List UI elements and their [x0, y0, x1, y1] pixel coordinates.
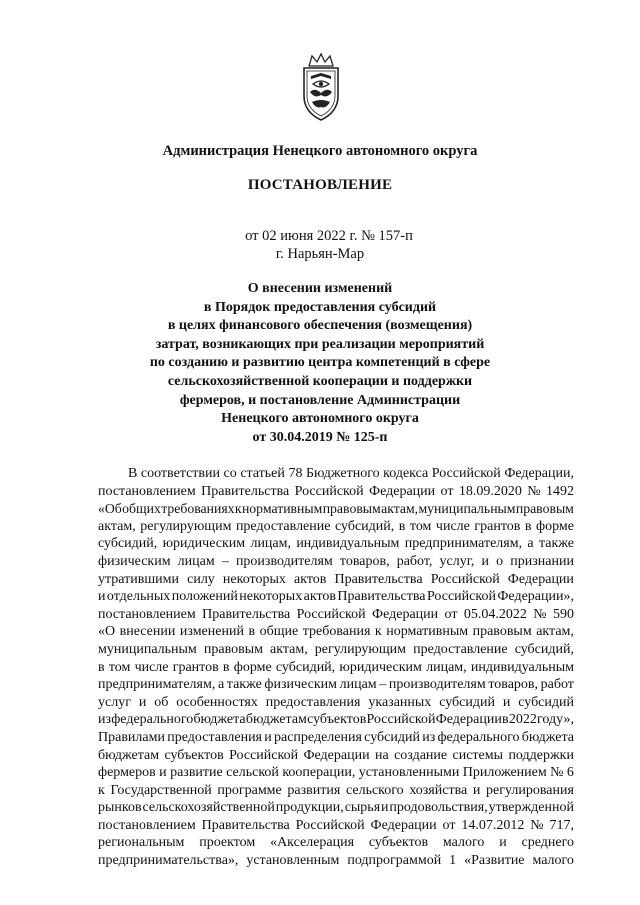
body-word: субсидий — [439, 694, 495, 710]
body-word: юридическим — [339, 659, 422, 675]
title-line: Ненецкого автономного округа — [221, 411, 419, 427]
body-word: Правительства — [202, 606, 291, 622]
body-word: актам, — [270, 641, 308, 657]
body-word: требования — [302, 624, 371, 640]
body-word: малого — [442, 835, 485, 851]
nao-coat-of-arms-icon — [300, 52, 342, 124]
body-line — [98, 694, 574, 712]
body-line — [98, 641, 574, 659]
body-word: актам, — [98, 518, 136, 534]
body-word: регулирования — [486, 782, 574, 798]
body-word: сельской — [226, 765, 279, 781]
body-word: силу — [187, 571, 215, 587]
body-word: 2022 — [508, 712, 537, 728]
body-word: правовым — [472, 624, 532, 640]
body-word: об — [154, 694, 169, 710]
body-line — [98, 747, 574, 765]
body-word: Правилами — [98, 729, 165, 745]
body-word: внесении — [119, 624, 176, 640]
body-word: товаров, — [488, 677, 539, 693]
body-word: общих — [122, 501, 161, 517]
body-word: установленным — [246, 853, 340, 869]
body-word: лицам — [177, 553, 215, 569]
body-word: грантов — [474, 518, 521, 534]
body-word: Российской — [431, 466, 501, 481]
body-word: сырья — [344, 800, 381, 816]
body-word: физическим — [98, 553, 171, 569]
body-line — [98, 606, 574, 624]
body-word: – — [221, 553, 229, 569]
body-word: правовым — [322, 501, 381, 517]
body-word: и — [499, 835, 507, 851]
body-word: предоставления — [167, 729, 262, 745]
body-word: проектом — [199, 835, 256, 851]
body-word: актов — [303, 589, 336, 605]
body-word: также — [538, 536, 574, 552]
body-word: некоторых — [222, 571, 286, 587]
body-word: а — [527, 536, 534, 552]
body-word: субсидий, — [514, 641, 574, 657]
body-word: № — [550, 765, 564, 781]
body-word: и — [472, 782, 481, 798]
body-word: Федерации, — [504, 466, 574, 481]
body-word: 6 — [566, 765, 574, 781]
body-line — [98, 782, 574, 800]
body-word: а — [217, 677, 225, 693]
body-word: лицам, — [250, 536, 291, 552]
body-word: из — [98, 712, 112, 728]
body-word: изменений — [179, 624, 244, 640]
body-word: в — [222, 659, 230, 675]
body-word: бюджета — [193, 712, 246, 728]
body-word: № — [527, 483, 541, 499]
body-word: предоставление — [235, 518, 331, 534]
body-word: 590 — [553, 606, 574, 622]
body-word: признании — [510, 553, 574, 569]
body-word: числе — [435, 518, 470, 534]
body-word: кооперации, — [282, 765, 356, 781]
document-body — [98, 465, 574, 870]
body-word: Приложением — [462, 765, 547, 781]
body-word: развитие — [170, 765, 223, 781]
body-word: к — [98, 782, 105, 798]
body-word: и — [264, 729, 272, 745]
body-word: к — [374, 624, 382, 640]
body-line — [98, 676, 574, 694]
body-word: Правительства — [201, 483, 290, 499]
body-word: актам, — [536, 624, 574, 640]
body-word: – — [379, 677, 387, 693]
body-line — [98, 553, 574, 571]
title-line: затрат, возникающих при реализации мероприятий — [155, 336, 485, 352]
body-word: бюджета — [521, 729, 574, 745]
body-word: субсидий — [364, 729, 420, 745]
body-word: Российской — [430, 571, 500, 587]
body-word: товаров, — [339, 553, 390, 569]
body-word: на — [374, 747, 389, 763]
body-word: субсидий, — [275, 659, 336, 675]
body-word: предоставление — [413, 641, 508, 657]
body-line — [98, 535, 574, 553]
body-word: «Акселерация — [270, 835, 355, 851]
body-line — [98, 571, 574, 589]
body-word: и — [159, 765, 167, 781]
body-word: также — [226, 677, 262, 693]
body-word: Федерации — [507, 571, 574, 587]
organization-name: Администрация Ненецкого автономного округа — [162, 143, 478, 159]
body-word: со — [223, 466, 237, 481]
body-word: среднего — [521, 835, 574, 851]
body-word: субсидий — [518, 694, 574, 710]
body-word: сельского — [345, 782, 404, 798]
body-word: физическим — [264, 677, 337, 693]
body-line — [98, 817, 574, 835]
body-word: Федерации — [303, 747, 370, 763]
body-word: муниципальным — [98, 641, 197, 657]
body-word: предпринимателям, — [98, 677, 216, 693]
title-line: О внесении изменений — [247, 281, 393, 296]
body-word: от — [440, 483, 454, 499]
body-word: федерального — [437, 729, 520, 745]
body-word: кодекса — [383, 466, 429, 481]
body-word: Российской — [366, 712, 436, 728]
body-word: распределения — [274, 729, 362, 745]
body-word: отдельных — [106, 589, 171, 605]
title-line: в Порядок предоставления субсидий — [203, 299, 437, 315]
body-word: поддержки — [508, 747, 574, 763]
body-word: числе — [134, 659, 169, 675]
body-word: и — [98, 589, 106, 605]
body-word: 18.09.2020 — [458, 483, 522, 499]
body-word: общие — [259, 624, 299, 640]
body-word: индивидуальным — [296, 536, 400, 552]
body-word: предпринимателям, — [404, 536, 523, 552]
body-word: правовым — [515, 501, 574, 517]
body-word: Федерации — [369, 483, 436, 499]
body-word: подпрограммой — [347, 853, 442, 869]
body-word: нормативным — [386, 624, 469, 640]
body-word: работ — [540, 677, 574, 693]
body-word: 78 — [288, 466, 303, 481]
body-word: индивидуальным — [470, 659, 574, 675]
body-word: установленными — [358, 765, 460, 781]
body-line — [98, 500, 574, 518]
document-date-number: от 02 июня 2022 г. № 157-п — [245, 228, 413, 244]
body-word: услуг, — [439, 553, 475, 569]
body-word: от — [442, 817, 456, 833]
body-word: субъектов — [307, 712, 367, 728]
body-word: актов — [293, 571, 327, 587]
body-word: году», — [537, 712, 574, 728]
body-word: субъектов — [164, 747, 224, 763]
body-word: рынков — [98, 800, 142, 816]
body-word: Федерации — [435, 712, 502, 728]
body-word: статьей — [240, 466, 285, 481]
body-line — [98, 834, 574, 852]
body-word: предоставления — [265, 694, 361, 710]
body-line — [98, 729, 574, 747]
body-line — [98, 711, 574, 729]
body-word: в — [524, 518, 532, 534]
body-word: малого — [532, 853, 574, 869]
body-word: постановлением — [98, 817, 196, 833]
body-word: из — [422, 729, 436, 745]
body-word: постановлением — [98, 483, 196, 499]
title-line: сельскохозяйственной кооперации и поддержки — [167, 373, 473, 389]
body-word: Правительства — [337, 589, 426, 605]
body-word: к — [234, 501, 242, 517]
body-word: том — [108, 659, 131, 675]
body-line — [98, 623, 574, 641]
body-word: регулирующим — [140, 518, 232, 534]
body-word: Государственной — [110, 782, 212, 798]
body-word: работ, — [396, 553, 433, 569]
title-line: по созданию и развитию центра компетенций в сфере — [149, 355, 491, 371]
body-word: и — [481, 553, 490, 569]
body-word: лицам, — [426, 659, 467, 675]
body-word: Российской — [294, 483, 364, 499]
body-word: бюджетам — [98, 747, 160, 763]
body-word: развития — [287, 782, 341, 798]
body-word: создание — [394, 747, 448, 763]
body-word: № — [530, 817, 544, 833]
body-word: Федерации — [370, 817, 437, 833]
title-line: от 30.04.2019 № 125-п — [252, 429, 388, 445]
body-word: форме — [536, 518, 574, 534]
body-word: и — [138, 694, 147, 710]
body-word: предпринимательства», — [98, 853, 239, 869]
body-word: субсидий, — [98, 536, 158, 552]
body-word: лицам — [339, 677, 377, 693]
body-line — [98, 588, 574, 606]
body-word: Российской — [426, 589, 496, 605]
body-word: 717, — [549, 817, 574, 833]
body-word: в — [98, 659, 105, 675]
body-word: некоторых — [239, 589, 303, 605]
body-line — [98, 764, 574, 782]
body-word: указанных — [368, 694, 432, 710]
body-word: Федерации — [372, 606, 439, 622]
body-line — [98, 465, 574, 483]
body-word: фермеров — [98, 765, 156, 781]
body-word: в — [398, 518, 406, 534]
body-word: Федерации», — [497, 589, 574, 605]
body-line — [98, 518, 574, 536]
body-word: производителям — [235, 553, 333, 569]
body-word: положений — [171, 589, 238, 605]
document-place: г. Нарьян-Мар — [275, 246, 365, 262]
body-word: 14.07.2012 — [461, 817, 525, 833]
body-word: программе — [217, 782, 282, 798]
body-word: в — [248, 624, 256, 640]
body-word: от — [444, 606, 458, 622]
body-word: федерального — [111, 712, 194, 728]
document-type: ПОСТАНОВЛЕНИЕ — [247, 177, 393, 193]
body-word: услуг — [98, 694, 131, 710]
title-line: в целях финансового обеспечения (возмещения) — [167, 318, 473, 334]
body-word: актам, — [381, 501, 419, 517]
body-word: Правительства — [201, 817, 290, 833]
title-line: фермеров, и постановление Администрации — [179, 392, 461, 408]
body-word: 05.04.2022 — [463, 606, 527, 622]
body-word: субсидий, — [334, 518, 395, 534]
body-word: Российской — [296, 606, 366, 622]
body-word: № — [533, 606, 547, 622]
body-word: производителям — [388, 677, 486, 693]
body-word: регулирующим — [314, 641, 407, 657]
body-line — [98, 483, 574, 501]
body-word: В — [128, 466, 138, 481]
body-word: требованиях — [161, 501, 235, 517]
body-word: субъектов — [368, 835, 429, 851]
body-word: юридическим — [162, 536, 246, 552]
body-word: нормативным — [241, 501, 323, 517]
body-word: и — [381, 800, 389, 816]
body-line — [98, 852, 574, 870]
body-word: о — [496, 553, 504, 569]
body-line — [98, 659, 574, 677]
body-word: бюджетам — [245, 712, 307, 728]
body-word: 1492 — [546, 483, 574, 499]
body-word: муниципальным — [418, 501, 516, 517]
body-word: Бюджетного — [305, 466, 380, 481]
body-word: утвержденной — [488, 800, 574, 816]
body-word: «О — [98, 624, 116, 640]
body-word: системы — [452, 747, 504, 763]
body-word: «Об — [98, 501, 122, 517]
body-word: Российской — [229, 747, 299, 763]
body-word: Российской — [295, 817, 365, 833]
body-word: том — [409, 518, 432, 534]
body-word: продовольствия, — [389, 800, 488, 816]
body-word: и — [502, 694, 511, 710]
body-word: продукции, — [275, 800, 344, 816]
body-word: постановлением — [98, 606, 196, 622]
body-word: правовым — [203, 641, 263, 657]
body-word: региональным — [98, 835, 185, 851]
body-word: «Развитие — [464, 853, 525, 869]
body-word: хозяйства — [409, 782, 468, 798]
body-word: утратившими — [98, 571, 179, 587]
body-word: Правительства — [334, 571, 423, 587]
document-title — [100, 280, 540, 447]
body-word: соответствии — [140, 466, 220, 481]
body-word: грантов — [172, 659, 219, 675]
body-word: в — [502, 712, 509, 728]
body-line — [98, 799, 574, 817]
body-word: сельскохозяйственной — [142, 800, 275, 816]
body-word: 1 — [449, 853, 457, 869]
body-word: форме — [233, 659, 272, 675]
body-word: особенностях — [176, 694, 258, 710]
